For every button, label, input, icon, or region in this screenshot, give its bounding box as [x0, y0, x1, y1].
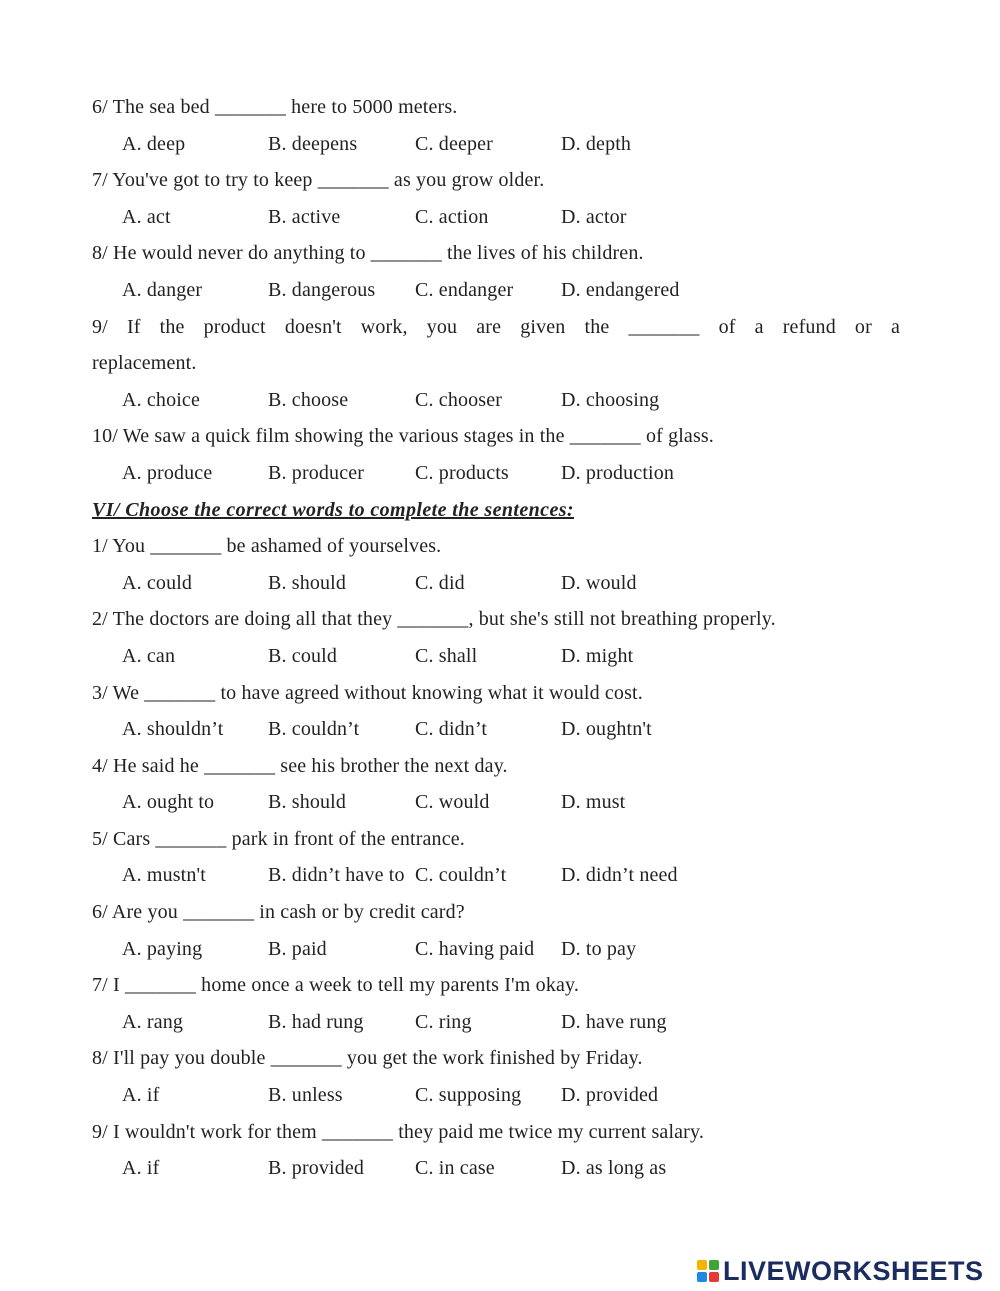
option-a[interactable]: A. if — [122, 1084, 160, 1107]
option-b[interactable]: B. should — [268, 571, 347, 594]
logo-text: LIVEWORKSHEETS — [723, 1255, 984, 1286]
option-d[interactable]: D. must — [561, 791, 626, 814]
worksheet-content — [92, 89, 900, 1187]
option-b[interactable]: B. producer — [268, 461, 365, 484]
option-c[interactable]: C. would — [415, 791, 490, 814]
answer-options — [92, 455, 900, 492]
question-text: 7/ You've got to try to keep _______ as you grow older. — [92, 169, 545, 192]
option-a[interactable]: A. could — [122, 571, 193, 594]
answer-options — [92, 272, 900, 309]
question-text: 9/ If the product doesn't work, you are given the _______ of a refund or a — [92, 315, 900, 338]
question-text: 10/ We saw a quick film showing the various stages in the _______ of glass. — [92, 425, 714, 448]
option-a[interactable]: A. mustn't — [122, 864, 206, 887]
option-a[interactable]: A. danger — [122, 278, 203, 301]
question-text: 5/ Cars _______ park in front of the entrance. — [92, 827, 465, 850]
option-c[interactable]: C. didn’t — [415, 718, 488, 741]
option-c[interactable]: C. ring — [415, 1010, 472, 1033]
option-d[interactable]: D. depth — [561, 132, 632, 155]
option-d[interactable]: D. choosing — [561, 388, 660, 411]
option-c[interactable]: C. did — [415, 571, 465, 594]
answer-options — [92, 199, 900, 236]
option-b[interactable]: B. didn’t have to — [268, 864, 405, 887]
option-a[interactable]: A. paying — [122, 937, 203, 960]
answer-options — [92, 126, 900, 163]
option-d[interactable]: D. provided — [561, 1084, 659, 1107]
answer-options — [92, 638, 900, 675]
option-d[interactable]: D. to pay — [561, 937, 637, 960]
option-b[interactable]: B. could — [268, 644, 337, 667]
option-c[interactable]: C. endanger — [415, 278, 514, 301]
option-b[interactable]: B. choose — [268, 388, 349, 411]
logo-block — [709, 1272, 719, 1282]
question-text: 9/ I wouldn't work for them _______ they paid me twice my current salary. — [92, 1120, 704, 1143]
question-text: 4/ He said he _______ see his brother the next day. — [92, 754, 508, 777]
option-b[interactable]: B. should — [268, 791, 347, 814]
question-text: 6/ The sea bed _______ here to 5000 meters. — [92, 96, 458, 118]
option-c[interactable]: C. shall — [415, 644, 478, 667]
option-c[interactable]: C. action — [415, 205, 489, 228]
option-c[interactable]: C. in case — [415, 1157, 495, 1180]
option-b[interactable]: B. active — [268, 205, 341, 228]
answer-options — [92, 711, 900, 748]
option-d[interactable]: D. actor — [561, 205, 627, 228]
option-b[interactable]: B. provided — [268, 1157, 365, 1180]
liveworksheets-logo — [697, 1254, 984, 1288]
option-a[interactable]: A. produce — [122, 461, 213, 484]
option-b[interactable]: B. unless — [268, 1084, 343, 1107]
answer-options — [92, 857, 900, 894]
logo-block — [697, 1272, 707, 1282]
option-b[interactable]: B. dangerous — [268, 278, 376, 301]
question-text: 1/ You _______ be ashamed of yourselves. — [92, 535, 442, 558]
option-a[interactable]: A. if — [122, 1157, 160, 1180]
option-b[interactable]: B. deepens — [268, 132, 358, 155]
option-c[interactable]: C. supposing — [415, 1084, 522, 1107]
option-c[interactable]: C. chooser — [415, 388, 503, 411]
answer-options — [92, 1077, 900, 1114]
option-a[interactable]: A. deep — [122, 132, 186, 155]
option-d[interactable]: D. as long as — [561, 1157, 667, 1180]
section-heading: VI/ Choose the correct words to complete the sentences: — [92, 498, 574, 521]
answer-options — [92, 1004, 900, 1041]
option-a[interactable]: A. shouldn’t — [122, 718, 224, 741]
option-b[interactable]: B. paid — [268, 937, 327, 960]
option-d[interactable]: D. oughtn't — [561, 718, 652, 741]
option-a[interactable]: A. rang — [122, 1010, 184, 1033]
question-text-continued: replacement. — [92, 352, 197, 375]
option-d[interactable]: D. endangered — [561, 278, 680, 301]
option-c[interactable]: C. couldn’t — [415, 864, 507, 887]
option-c[interactable]: C. having paid — [415, 937, 535, 960]
option-a[interactable]: A. can — [122, 644, 176, 667]
logo-blocks-icon — [697, 1260, 719, 1282]
logo-block — [697, 1260, 707, 1270]
option-a[interactable]: A. act — [122, 205, 171, 228]
option-a[interactable]: A. choice — [122, 388, 200, 411]
answer-options — [92, 565, 900, 602]
question-text: 6/ Are you _______ in cash or by credit card? — [92, 901, 465, 924]
option-d[interactable]: D. might — [561, 644, 634, 667]
question-text: 7/ I _______ home once a week to tell my parents I'm okay. — [92, 974, 579, 997]
option-d[interactable]: D. didn’t need — [561, 864, 678, 887]
question-text: 2/ The doctors are doing all that they _______, but she's still not breathing properly. — [92, 608, 776, 631]
option-b[interactable]: B. had rung — [268, 1010, 364, 1033]
answer-options — [92, 784, 900, 821]
option-c[interactable]: C. products — [415, 461, 509, 484]
option-b[interactable]: B. couldn’t — [268, 718, 360, 741]
question-text: 8/ He would never do anything to _______ the lives of his children. — [92, 242, 644, 265]
option-a[interactable]: A. ought to — [122, 791, 215, 814]
answer-options — [92, 931, 900, 968]
option-d[interactable]: D. have rung — [561, 1010, 667, 1033]
question-text: 3/ We _______ to have agreed without knowing what it would cost. — [92, 681, 643, 704]
option-d[interactable]: D. production — [561, 461, 675, 484]
option-d[interactable]: D. would — [561, 571, 637, 594]
answer-options — [92, 1150, 900, 1187]
question-text: 8/ I'll pay you double _______ you get the work finished by Friday. — [92, 1047, 643, 1070]
option-c[interactable]: C. deeper — [415, 132, 493, 155]
answer-options — [92, 382, 900, 419]
logo-block — [709, 1260, 719, 1270]
